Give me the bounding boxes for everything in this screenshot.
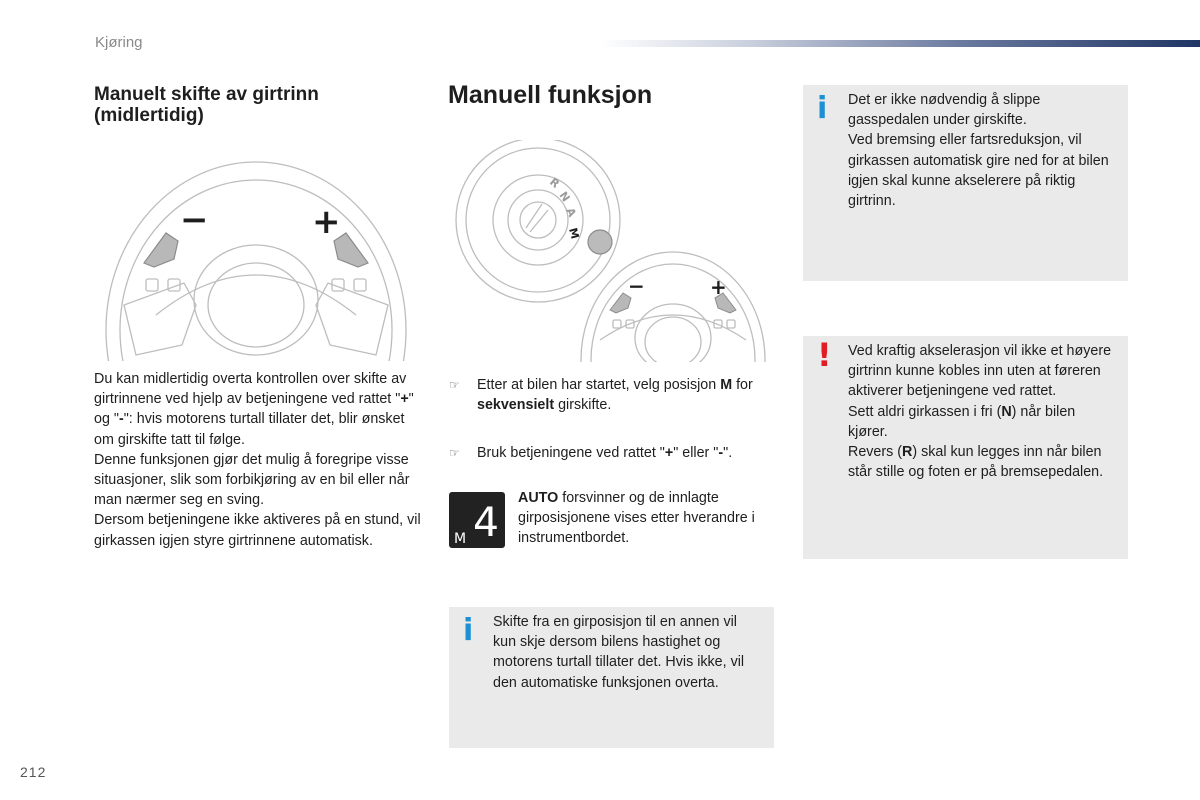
gear-display-icon <box>449 492 505 548</box>
left-body-text <box>94 369 424 551</box>
warning-icon: ! <box>817 336 832 374</box>
header-bar <box>600 40 1200 47</box>
info-box-text: Det er ikke nødvendig å slippe gasspedalen under girskifte. Ved bremsing eller fartsreduksjon, vil girkassen automatisk gire ned for at bilen igjen skal kunne akselerere på riktig girtrinn. <box>848 92 1109 210</box>
info-box-accelerator <box>803 85 1128 281</box>
display-gear-digit: 4 <box>473 500 499 546</box>
warning-box-acceleration <box>803 336 1128 559</box>
gear-a-label: A <box>563 205 579 219</box>
hand-pointer-icon: ☞ <box>449 446 460 460</box>
paragraph-3: Dersom betjeningene ikke aktiveres på en stund, vil girkassen igjen styre girtrinnene automatisk. <box>94 512 421 549</box>
info-box-text: Skifte fra en girposisjon til en annen vil kun skje dersom bilens hastighet og motorens turtall tillater det. Hvis ikke, vil den automatiske funksjonen overta. <box>493 614 745 691</box>
section-title-manual-temporary: Manuelt skifte av girtrinn (midlertidig) <box>94 84 319 126</box>
gear-m-label: M <box>566 226 582 241</box>
minus-label-small: − <box>628 274 645 298</box>
gear-selector-illustration <box>448 140 778 362</box>
page-number: 212 <box>20 764 47 780</box>
minus-label: − <box>180 200 209 240</box>
hand-pointer-icon: ☞ <box>449 378 460 392</box>
bullet-text: Bruk betjeningene ved rattet "+" eller "-". <box>477 445 733 461</box>
display-mode-letter: M <box>454 531 467 547</box>
paragraph-1: Du kan midlertidig overta kontrollen over skifte av girtrinnene ved hjelp av betjeningene ved rattet "+" og "-": hvis motorens turtall tillater det, blir ønsket om girskifte tatt til følge. <box>94 371 414 448</box>
section-title-manual-function: Manuell funksjon <box>448 81 653 109</box>
gear-r-label: R <box>547 175 562 191</box>
plus-label-small: + <box>710 275 727 299</box>
warning-box-text: Ved kraftig akselerasjon vil ikke et høyere girtrinn kunne kobles inn uten at føreren aktiverer betjeningene ved rattet. Sett aldri girkassen i fri (N) når bilen kjører. Revers (R) skal kun legges inn når bilen står stille og foten er på bremsepedalen. <box>848 343 1112 481</box>
bullet-text: Etter at bilen har startet, velg posisjon M for sekvensielt girskifte. <box>477 377 753 414</box>
info-icon: i <box>463 613 474 648</box>
auto-description: AUTO forsvinner og de innlagte girposisjonene vises etter hverandre i instrumentbordet. <box>518 490 755 547</box>
plus-label: + <box>312 202 341 242</box>
info-icon: i <box>817 91 828 126</box>
chapter-title: Kjøring <box>95 34 143 51</box>
info-box-gear-change <box>449 607 774 748</box>
steering-wheel-illustration <box>96 155 416 361</box>
bullet-use-controls <box>449 443 769 465</box>
bullet-select-m <box>449 375 769 417</box>
gear-n-label: N <box>556 189 573 205</box>
paragraph-2: Denne funksjonen gjør det mulig å foregripe visse situasjoner, slik som forbikjøring av en bil eller når man nærmer seg en sving. <box>94 451 410 509</box>
